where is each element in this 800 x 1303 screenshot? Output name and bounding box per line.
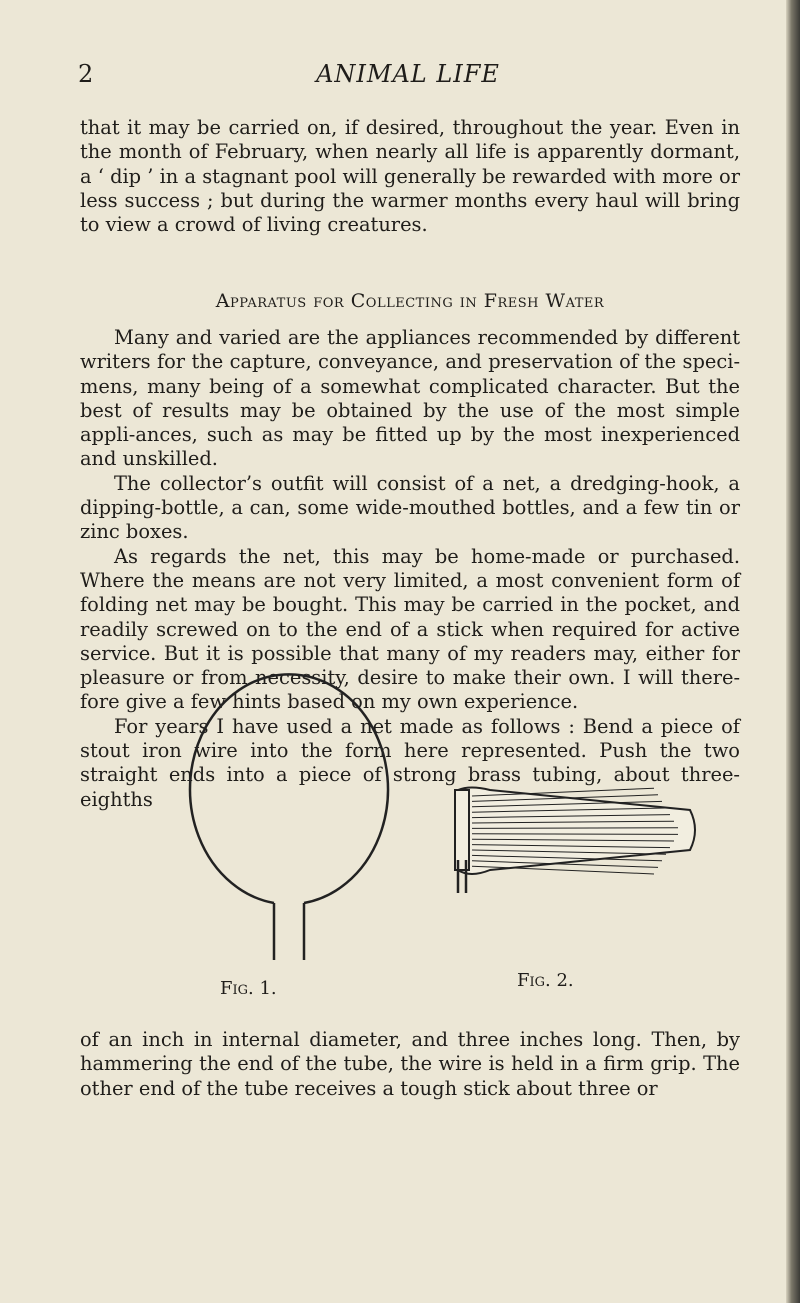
fig2-hatch-line (472, 861, 658, 868)
fig1-caption: Fig. 1. (220, 978, 277, 999)
fig2-caption: Fig. 2. (517, 970, 574, 991)
closing-paragraph-block (80, 1028, 740, 1101)
running-title: ANIMAL LIFE (316, 60, 500, 88)
fig2-hatch-line (472, 834, 678, 835)
page-number: 2 (78, 60, 94, 88)
closing-paragraph: of an inch in internal diameter, and three inches long. Then, by hammering the end of the tube, the wire is held in a firm grip. The other end of the tube receives a tough stick about three or (80, 1028, 740, 1100)
paragraph-wire: For years I have used a net made as follows : Bend a piece of stout iron wire into the form here represented. Push the two straight ends into a piece of strong brass tubing, about three-eighths (80, 714, 740, 811)
section-heading: Apparatus for Collecting in Fresh Water (215, 290, 605, 312)
fig2-hatch-line (472, 815, 670, 818)
page-header (78, 52, 738, 92)
intro-paragraph: that it may be carried on, if desired, throughout the year. Even in the month of February, when nearly all life is apparently dormant, a ‘ dip ’ in a stagnant pool will generally be rewarded with more or less success ; but during the warmer months every haul will bring to view a crowd of living creatures. (80, 116, 740, 237)
fig2-hatch-line (472, 866, 654, 874)
fig2-hatch-line (472, 855, 662, 860)
book-edge (786, 0, 800, 1303)
fig2-hatch-line (472, 839, 674, 841)
fig2-hatch-line (472, 828, 678, 829)
fig2-hatch-line (472, 845, 670, 848)
intro-paragraph-block (80, 116, 740, 237)
fig2-hatch-line (472, 821, 674, 823)
fig2-hatch-line (472, 850, 666, 854)
paragraph-net: As regards the net, this may be home-made or purchased. Where the means are not very limited, a most convenient form of folding net may be bought. This may be carried in the pocket, and readily screwed on to the end of a stick when required for active service. But it is possible that many of my readers may, either for pleasure or from necessity, desire to make their own. I will there-fore give a few hints based on my own experience. (80, 544, 740, 714)
body-text (80, 326, 740, 812)
paragraph-appliances: Many and varied are the appliances recommended by different writers for the capture, conveyance, and preservation of the speci-mens, many being of a somewhat complicated character. But the best of results may be obtained by the use of the most simple appli-ances, such as may be fitted up by the most inexperienced and unskilled. (80, 326, 740, 471)
paragraph-outfit: The collector’s outfit will consist of a net, a dredging-hook, a dipping-bottle, a can, some wide-mouthed bottles, and a few tin or zinc boxes. (80, 471, 740, 544)
